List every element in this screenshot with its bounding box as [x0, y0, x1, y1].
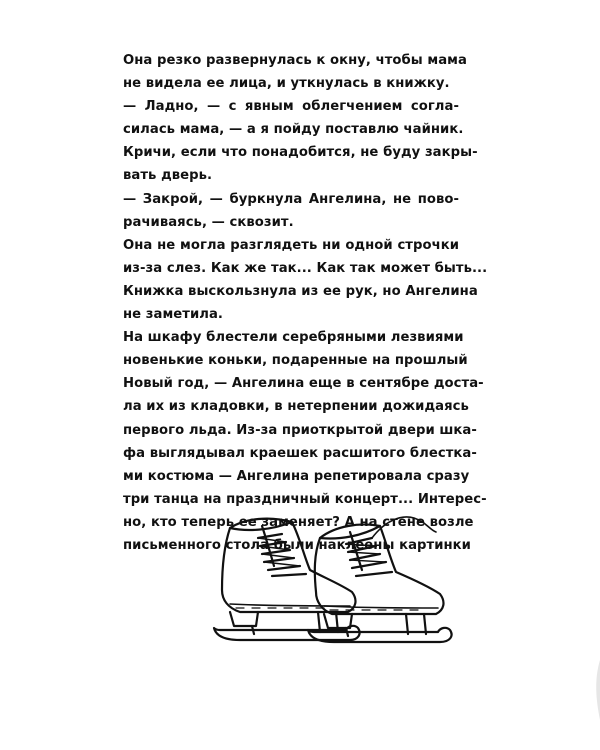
page-edge-shadow — [586, 660, 600, 720]
text-line: ла их из кладовки, в нетерпении дожидаясь — [123, 399, 469, 415]
text-line: новенькие коньки, подаренные на прошлый — [123, 353, 468, 369]
ice-skates-icon — [200, 508, 470, 653]
page-text — [123, 49, 488, 557]
paragraph — [123, 234, 488, 326]
text-line: из-за слез. Как же так... Как так может быть... — [123, 260, 488, 276]
text-line: первого льда. Из-за приоткрытой двери шка- — [123, 422, 477, 438]
text-line: Она не могла разглядеть ни одной строчки — [123, 237, 459, 253]
text-line: силась мама, — а я пойду поставлю чайник. — [123, 122, 464, 138]
text-line: не заметила. — [123, 307, 223, 323]
text-line: Книжка выскользнула из ее рук, но Ангелина — [123, 283, 478, 299]
text-line: письменного стола были наклеены картинки — [123, 537, 471, 553]
left-skate — [214, 519, 360, 640]
text-line: Новый год, — Ангелина еще в сентябре доста- — [123, 376, 484, 392]
paragraph — [123, 49, 467, 95]
text-line: — Ладно, — с явным облегчением согла- — [123, 99, 459, 115]
text-line: Кричи, если что понадобится, не буду закры- — [123, 145, 478, 161]
text-line: ми костюма — Ангелина репетировала сразу — [123, 468, 470, 484]
text-line: три танца на праздничный концерт... Интерес- — [123, 491, 487, 507]
text-line: не видела ее лица, и уткнулась в книжку. — [123, 76, 450, 92]
paragraph — [123, 95, 478, 187]
text-line: — Закрой, — буркнула Ангелина, не пово- — [123, 191, 459, 207]
text-line: Она резко развернулась к окну, чтобы мама — [123, 53, 467, 68]
text-line: рачиваясь, — сквозит. — [123, 214, 294, 230]
paragraph — [123, 188, 459, 234]
text-line: фа выглядывал краешек расшитого блестка- — [123, 445, 477, 461]
text-line: но, кто теперь ее заменяет? А на стене возле — [123, 514, 474, 530]
text-line: На шкафу блестели серебряными лезвиями — [123, 330, 464, 346]
text-line: вать дверь. — [123, 168, 213, 184]
